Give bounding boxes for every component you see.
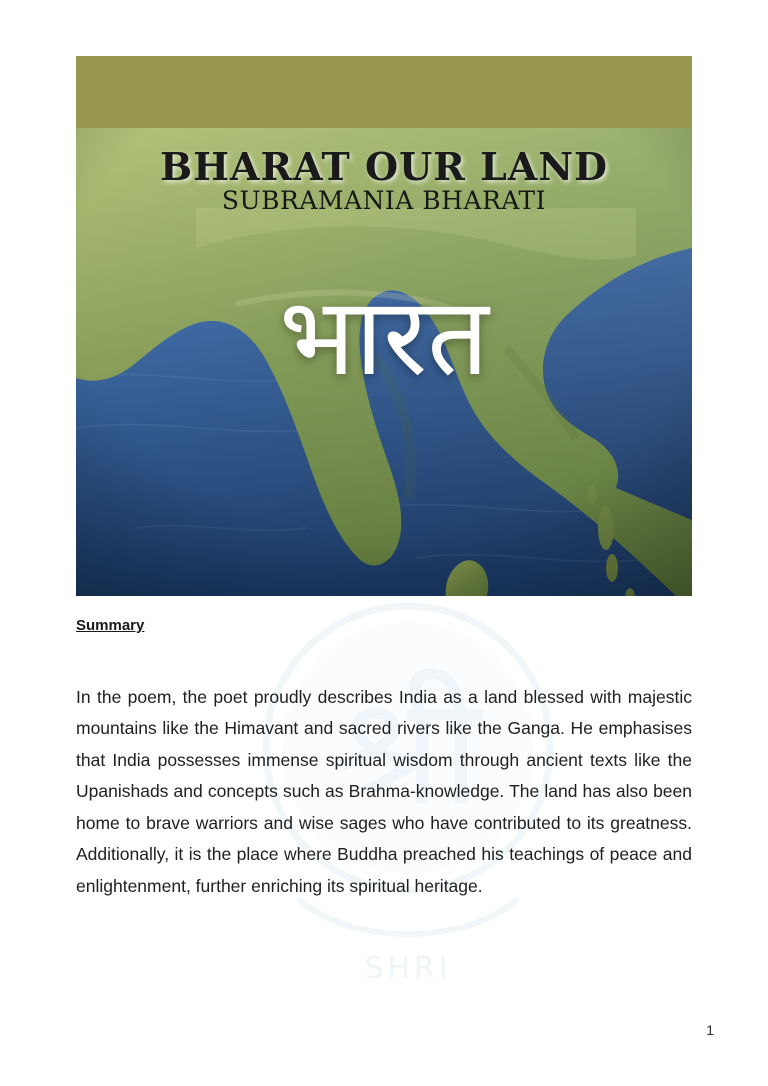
summary-heading: Summary (76, 617, 145, 634)
hero-devanagari-overlay: भारत (279, 275, 489, 400)
svg-text:SHRI: SHRI (364, 951, 452, 986)
hero-color-band (76, 56, 692, 128)
hero-title: BHARAT OUR LAND (160, 144, 608, 189)
summary-paragraph: In the poem, the poet proudly describes India as a land blessed with majestic mountains like the Himavant and sacred rivers like the Ganga. He emphasises that India possesses immense spiritual wisdom through ancient texts like the Upanishads and concepts such as Brahma-knowledge. The land has also been home to brave warriors and wise sages who have contributed to its greatness. Additionally, it is the place where Buddha preached his teachings of peace and enlightenment, further enriching its spiritual heritage. (76, 686, 692, 896)
hero-block (76, 56, 692, 596)
hero-subtitle: SUBRAMANIA BHARATI (221, 186, 547, 215)
page-number: 1 (706, 1022, 714, 1038)
svg-text:श्री: श्री (335, 665, 481, 839)
